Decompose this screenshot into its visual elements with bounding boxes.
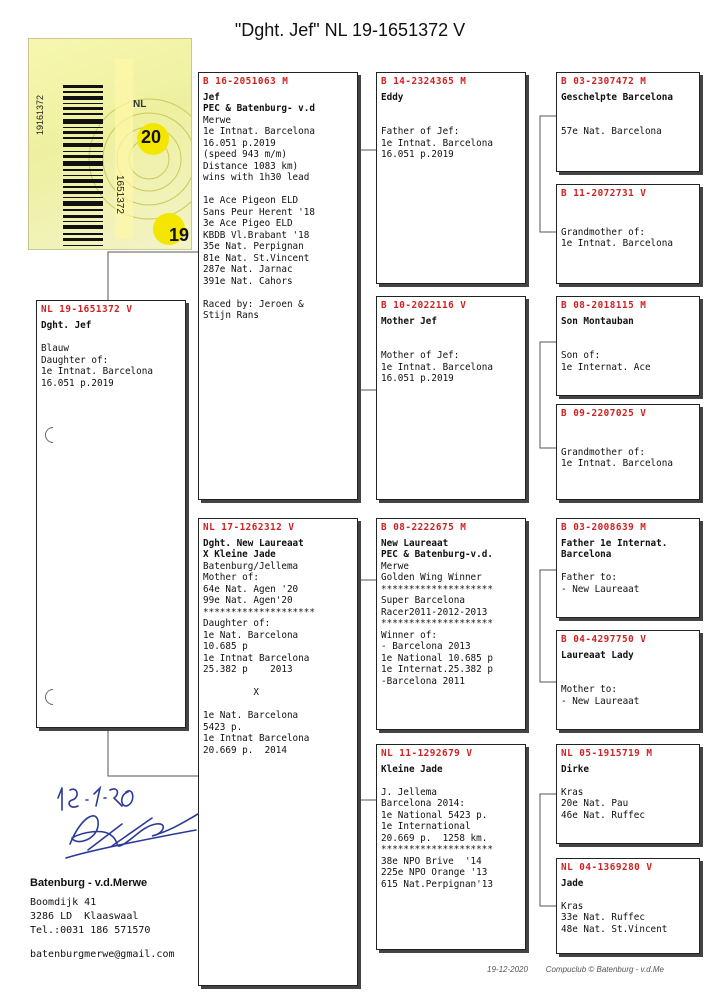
dam-ring-id: NL 17-1262312 V bbox=[203, 522, 295, 533]
ring-id: B 04-4297750 V bbox=[561, 634, 647, 645]
pigeon-name: Eddy bbox=[381, 91, 404, 103]
great-grandparent-card bbox=[556, 858, 700, 954]
dam-name: Dght. New Laureaat X Kleine Jade bbox=[203, 537, 304, 560]
ring-id: B 08-2222675 M bbox=[381, 522, 467, 533]
pigeon-notes: Kras 20e Nat. Pau 46e Nat. Ruffec bbox=[561, 786, 645, 821]
granddam-maternal-card bbox=[376, 744, 526, 950]
pigeon-name: Kleine Jade bbox=[381, 763, 443, 775]
pigeon-notes: Mother to: - New Laureaat bbox=[561, 684, 640, 707]
breeder-phone: Tel.:0031 186 571570 bbox=[30, 925, 151, 936]
ring-id: B 09-2207025 V bbox=[561, 408, 647, 419]
granddam-paternal-card bbox=[376, 296, 526, 500]
great-grandparent-card bbox=[556, 296, 700, 396]
pigeon-notes: Father of Jef: 1e Intnat. Barcelona 16.051 p.2019 bbox=[381, 126, 493, 160]
footer-credit: 19-12-2020 Compuclub © Batenburg - v.d.Me bbox=[487, 965, 664, 974]
punch-hole-icon bbox=[42, 686, 65, 709]
ring-serial: 19161372 bbox=[35, 94, 45, 135]
ring-id: NL 05-1915719 M bbox=[561, 748, 653, 759]
sire-card bbox=[198, 72, 358, 500]
punch-hole-icon bbox=[42, 424, 65, 447]
ring-id: B 03-2008639 M bbox=[561, 522, 647, 533]
ring-number: 1651372 bbox=[114, 175, 125, 214]
pigeon-name: Father 1e Internat. Barcelona bbox=[561, 537, 668, 560]
sire-notes: Merwe 1e Intnat. Barcelona 16.051 p.2019 (speed 943 m/m) Distance 1083 km) wins with 1h30 lead 1e Ace Pigeon ELD Sans Peur Herent '18 3e Ace Pigeo ELD KBDB Vl.Brabant '18 35e Nat. Perpignan 81e Nat. St.Vincent 287e Nat. Jarnac 391e Nat. Cahors Raced by: Jeroen & Stijn Rans bbox=[203, 114, 315, 321]
pigeon-name: Dirke bbox=[561, 763, 589, 775]
pigeon-name: Mother Jef bbox=[381, 315, 437, 327]
breeder-address-line2: 3286 LD Klaaswaal bbox=[30, 911, 139, 922]
pigeon-notes: Father to: - New Laureaat bbox=[561, 572, 640, 595]
grandsire-maternal-card bbox=[376, 518, 526, 730]
dam-card bbox=[198, 518, 358, 986]
breeder-email: batenburgmerwe@gmail.com bbox=[30, 949, 175, 960]
pigeon-notes: Grandmother of: 1e Intnat. Barcelona bbox=[561, 226, 673, 249]
subject-ring-id: NL 19-1651372 V bbox=[41, 304, 133, 315]
pigeon-notes: Grandmother of: 1e Intnat. Barcelona bbox=[561, 446, 673, 469]
pigeon-name: Jade bbox=[561, 877, 584, 889]
ring-year-bottom: 19 bbox=[169, 225, 190, 245]
sire-name: Jef PEC & Batenburg- v.d bbox=[203, 91, 315, 114]
page-title: "Dght. Jef" NL 19-1651372 V bbox=[234, 20, 466, 40]
great-grandparent-card bbox=[556, 184, 700, 284]
grandsire-paternal-card bbox=[376, 72, 526, 284]
ring-id: B 03-2307472 M bbox=[561, 76, 647, 87]
breeder-name: Batenburg - v.d.Merwe bbox=[30, 877, 148, 889]
ring-id: B 14-2324365 M bbox=[381, 76, 467, 87]
pigeon-notes: J. Jellema Barcelona 2014: 1e National 5423 p. 1e International 20.669 p. 1258 km. ******************** 38e NPO Brive '14 225e NPO Orange '13 615 Nat.Perpignan'13 bbox=[381, 786, 493, 890]
ring-id: B 08-2018115 M bbox=[561, 300, 647, 311]
ring-country: NL bbox=[133, 99, 147, 110]
pigeon-name: Geschelpte Barcelona bbox=[561, 91, 673, 103]
ring-id: NL 11-1292679 V bbox=[381, 748, 473, 759]
pigeon-name: New Laureaat PEC & Batenburg-v.d. bbox=[381, 537, 493, 560]
handwritten-signature bbox=[52, 784, 202, 862]
great-grandparent-card bbox=[556, 518, 700, 618]
great-grandparent-card bbox=[556, 630, 700, 730]
great-grandparent-card bbox=[556, 404, 700, 500]
great-grandparent-card bbox=[556, 72, 700, 172]
ring-year-top: 20 bbox=[141, 127, 162, 147]
great-grandparent-card bbox=[556, 744, 700, 844]
pigeon-notes: Mother of Jef: 1e Intnat. Barcelona 16.051 p.2019 bbox=[381, 350, 493, 384]
breeder-address-line1: Boomdijk 41 bbox=[30, 897, 97, 908]
breeder-info bbox=[30, 876, 175, 962]
ring-id: NL 04-1369280 V bbox=[561, 862, 653, 873]
ring-id: B 11-2072731 V bbox=[561, 188, 647, 199]
pigeon-name: Son Montauban bbox=[561, 315, 634, 327]
pigeon-notes: Son of: 1e Internat. Ace bbox=[561, 350, 651, 373]
subject-card bbox=[36, 300, 186, 728]
pigeon-notes: Kras 33e Nat. Ruffec 48e Nat. St.Vincent bbox=[561, 900, 668, 935]
dam-notes: Batenburg/Jellema Mother of: 64e Nat. Agen '20 99e Nat. Agen'20 ******************** Daughter of: 1e Nat. Barcelona 10.685 p 1e Intnat Barcelona 25.382 p 2013 X 1e Nat. Barcelona 5423 p. 1e Intnat Barcelona 20.669 p. 2014 bbox=[203, 560, 315, 756]
sire-ring-id: B 16-2051063 M bbox=[203, 76, 289, 87]
ring-id: B 10-2022116 V bbox=[381, 300, 467, 311]
subject-name: Dght. Jef bbox=[41, 319, 92, 331]
pigeon-notes: Merwe Golden Wing Winner ******************** Super Barcelona Racer2011-2012-2013 ******************** Winner of: - Barcelona 2013 1e National 10.685 p 1e Internat.25.382 p -Barcelona 2011 bbox=[381, 560, 493, 687]
pigeon-name: Laureaat Lady bbox=[561, 649, 634, 661]
subject-notes: Blauw Daughter of: 1e Intnat. Barcelona 16.051 p.2019 bbox=[41, 343, 153, 389]
pigeon-notes: 57e Nat. Barcelona bbox=[561, 126, 662, 137]
